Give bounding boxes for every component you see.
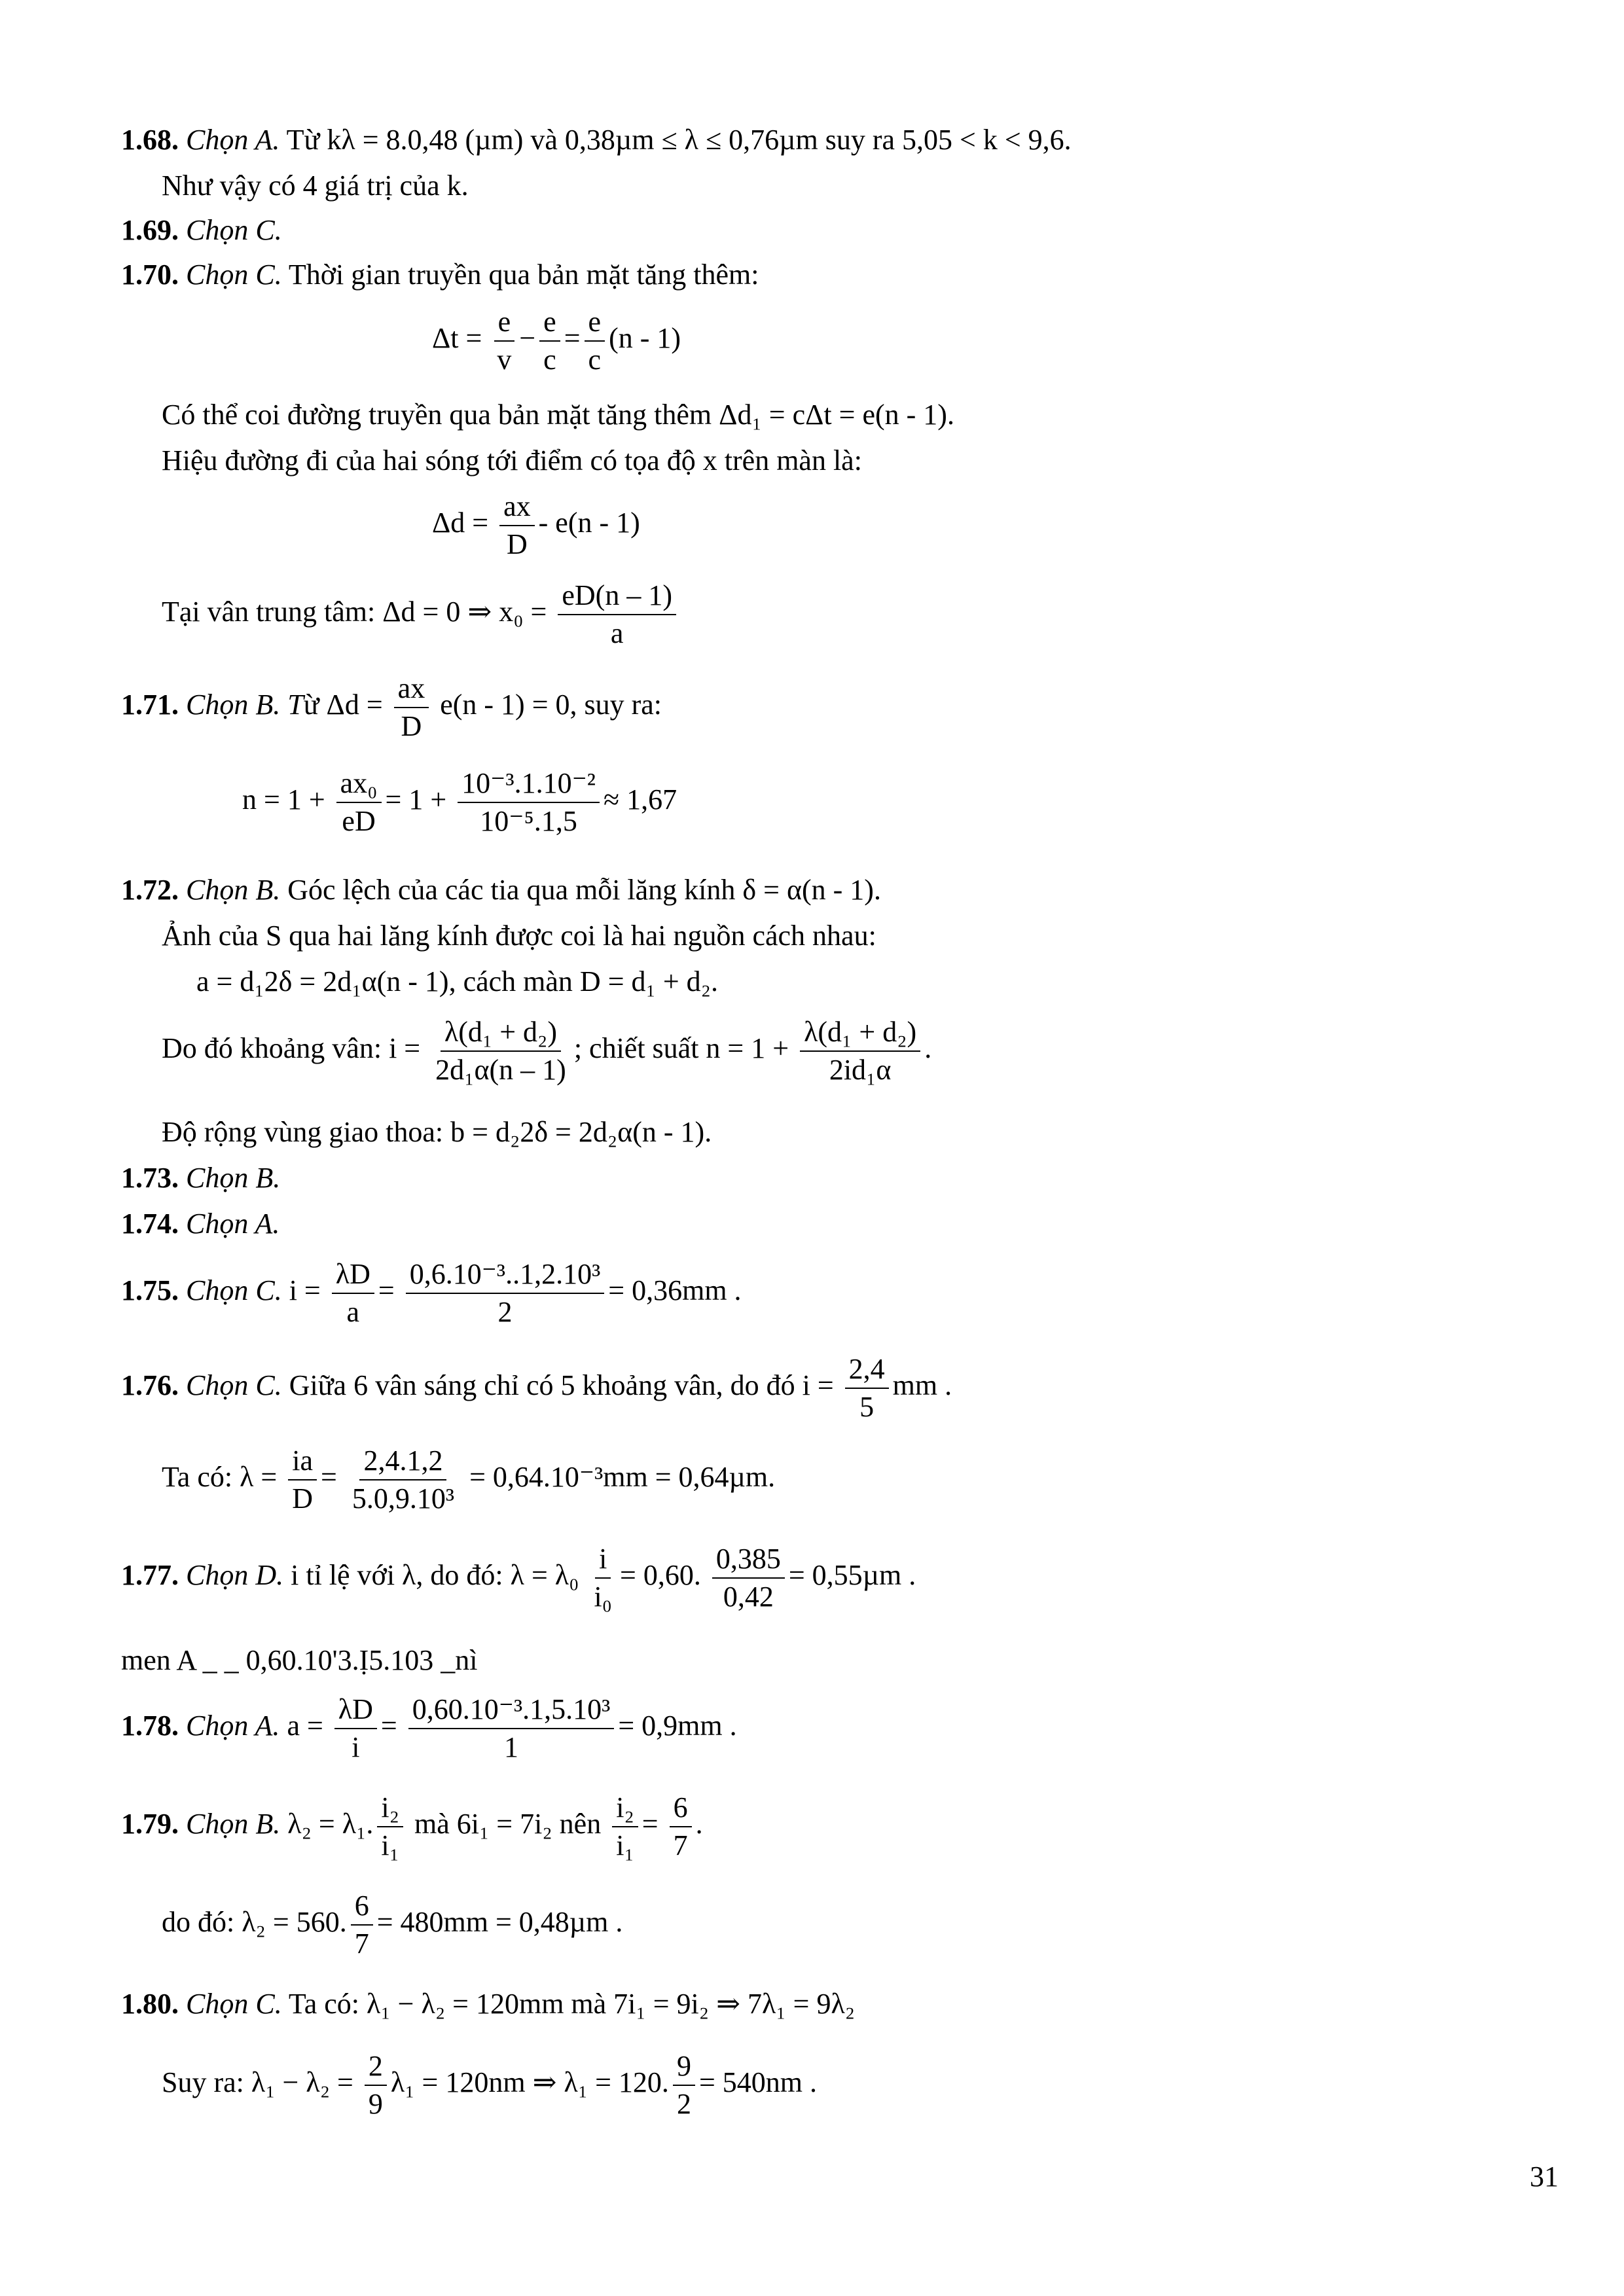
fraction: $\frac{\text{0,6.10⁻³..1,2.10³}}{2}$ <box>406 1260 605 1327</box>
fraction: $\frac{\lambda D}{a}$ <box>332 1260 374 1327</box>
item-1-74: 1.74. Chọn A. <box>121 1208 280 1240</box>
item-1-75: 1.75. Chọn C. i = $\frac{\lambda D}{a}$ = $\frac{\text{0,6.10⁻³..1,2.10³}}{2}$ = 0,36mm . <box>121 1258 742 1328</box>
stray-text: men A _ _ 0,60.10'3.Ị5.103 _nì <box>121 1644 478 1676</box>
item-1-72-line5: Độ rộng vùng giao thoa: b = d₂2δ = 2d₂α(n - 1). <box>162 1116 712 1148</box>
page-number: 31 <box>1530 2161 1559 2193</box>
fraction: $\frac{ax}{D}$ <box>394 674 429 741</box>
fraction: $\frac{\text{λ(d₁ + d₂)}}{\text{2d₁α(n – 1)}}$ <box>435 1016 566 1086</box>
item-1-73: 1.73. Chọn B. <box>121 1162 281 1194</box>
equation-lambda2: do đó: λ₂ = 560. $\frac{6}{7}$ = 480mm = 0,48µm . <box>162 1890 623 1960</box>
fraction: $\frac{\text{λ(d₁ + d₂)}}{\text{2id₁α}}$ <box>800 1018 920 1085</box>
fraction: $\frac{\text{10⁻³.1.10⁻²}}{\text{10⁻⁵.1,5}}$ <box>458 769 600 836</box>
item-1-79: 1.79. Chọn B. λ₂ = λ₁. $\frac{\text{i₂}}{\text{i₁}}$ mà 6i₁ = 7i₂ nên $\frac{\text{i₂}}{\text{i₁}}$ = $\frac{6}{7}$ . <box>121 1791 703 1861</box>
fraction: $\frac{\text{ax₀}}{eD}$ <box>336 769 382 836</box>
fraction: $\frac{6}{7}$ <box>670 1793 692 1860</box>
equation-lambda1: Suy ra: λ₁ − λ₂ = $\frac{2}{9}$ λ₁ = 120nm ⇒ λ₁ = 120. $\frac{9}{2}$ = 540nm . <box>162 2050 817 2120</box>
fraction: $\frac{\text{0,60.10⁻³.1,5.10³}}{1}$ <box>408 1695 615 1762</box>
equation-fringe-spacing: Do đó khoảng vân: i = $\frac{\text{λ(d₁ + d₂)}}{\text{2d₁α(n – 1)}}$ ; chiết suất n = 1 + $\frac{\text{λ(d₁ + d₂)}}{\text{2id₁α}}$ . <box>162 1016 932 1086</box>
fraction: $\frac{\text{i₂}}{\text{i₁}}$ <box>377 1793 403 1860</box>
fraction: $\frac{2}{9}$ <box>365 2052 387 2119</box>
item-1-76: 1.76. Chọn C. Giữa 6 vân sáng chỉ có 5 khoảng vân, do đó i = $\frac{2,4}{5}$ mm . <box>121 1353 952 1423</box>
fraction: $\frac{ia}{D}$ <box>288 1446 317 1513</box>
equation-delta-t: Δt = $\frac{e}{v}$ − $\frac{e}{c}$ = $\frac{e}{c}$ (n - 1) <box>432 306 681 376</box>
item-1-70-line2: Có thể coi đường truyền qua bản mặt tăng thêm Δd₁ = cΔt = e(n - 1). <box>162 399 954 431</box>
item-1-69: 1.69. Chọn C. <box>121 214 282 246</box>
item-1-72: 1.72. Chọn B. Góc lệch của các tia qua mỗi lăng kính δ = α(n - 1). <box>121 874 881 906</box>
fraction: $\frac{9}{2}$ <box>673 2052 695 2119</box>
equation-lambda: Ta có: λ = $\frac{ia}{D}$ = $\frac{2,4.1,2}{\text{5.0,9.10³}}$ = 0,64.10⁻³mm = 0,64µm. <box>162 1444 776 1515</box>
equation-x0: Tại vân trung tâm: Δd = 0 ⇒ x₀ = $\frac{eD(n - 1)}{a}$ <box>162 581 680 648</box>
item-1-78: 1.78. Chọn A. a = $\frac{\lambda D}{i}$ = $\frac{\text{0,60.10⁻³.1,5.10³}}{1}$ = 0,9mm . <box>121 1693 737 1763</box>
item-1-70: 1.70. Chọn C. Thời gian truyền qua bản mặt tăng thêm: <box>121 259 759 291</box>
fraction: $\frac{eD(n - 1)}{a}$ <box>558 581 676 648</box>
fraction: $\frac{e}{c}$ <box>539 308 560 374</box>
item-1-77: 1.77. Chọn D. i tỉ lệ với λ, do đó: λ = λ₀ $\frac{i}{\text{i₀}}$ = 0,60. $\frac{0,385}{0,42}$ = 0,55µm . <box>121 1543 916 1613</box>
fraction: $\frac{e}{v}$ <box>493 308 515 374</box>
fraction: $\frac{2,4}{5}$ <box>845 1355 889 1422</box>
fraction: $\frac{ax}{D}$ <box>499 492 535 559</box>
item-1-72-line3: a = d₁2δ = 2d₁α(n - 1), cách màn D = d₁ + d₂. <box>196 965 719 997</box>
item-1-80: 1.80. Chọn C. Ta có: λ₁ − λ₂ = 120mm mà 7i₁ = 9i₂ ⇒ 7λ₁ = 9λ₂ <box>121 1988 856 2020</box>
fraction: $\frac{2,4.1,2}{\text{5.0,9.10³}}$ <box>352 1444 455 1515</box>
equation-delta-d: Δd = $\frac{ax}{D}$ - e(n - 1) <box>432 490 640 560</box>
item-1-72-line2: Ảnh của S qua hai lăng kính được coi là hai nguồn cách nhau: <box>162 920 876 952</box>
equation-n: n = 1 + $\frac{\text{ax₀}}{eD}$ = 1 + $\frac{\text{10⁻³.1.10⁻²}}{\text{10⁻⁵.1,5}}$ ≈ 1,67 <box>242 767 677 837</box>
item-1-71: 1.71. Chọn B. Từ Δd = $\frac{ax}{D}$ e(n - 1) = 0, suy ra: <box>121 672 662 742</box>
fraction: $\frac{0,385}{0,42}$ <box>712 1545 785 1611</box>
fraction: $\frac{\lambda D}{i}$ <box>334 1695 377 1762</box>
fraction: $\frac{\text{i₂}}{\text{i₁}}$ <box>612 1793 638 1860</box>
item-1-68-line2: Như vậy có 4 giá trị của k. <box>162 170 469 202</box>
fraction: $\frac{6}{7}$ <box>351 1892 373 1958</box>
fraction: $\frac{i}{\text{i₀}}$ <box>594 1543 613 1613</box>
item-1-68: 1.68. Chọn A. Từ kλ = 8.0,48 (µm) và 0,38µm ≤ λ ≤ 0,76µm suy ra 5,05 < k < 9,6. <box>121 124 1072 156</box>
item-1-70-line3: Hiệu đường đi của hai sóng tới điểm có tọa độ x trên màn là: <box>162 444 862 476</box>
fraction: $\frac{e}{c}$ <box>585 308 605 374</box>
